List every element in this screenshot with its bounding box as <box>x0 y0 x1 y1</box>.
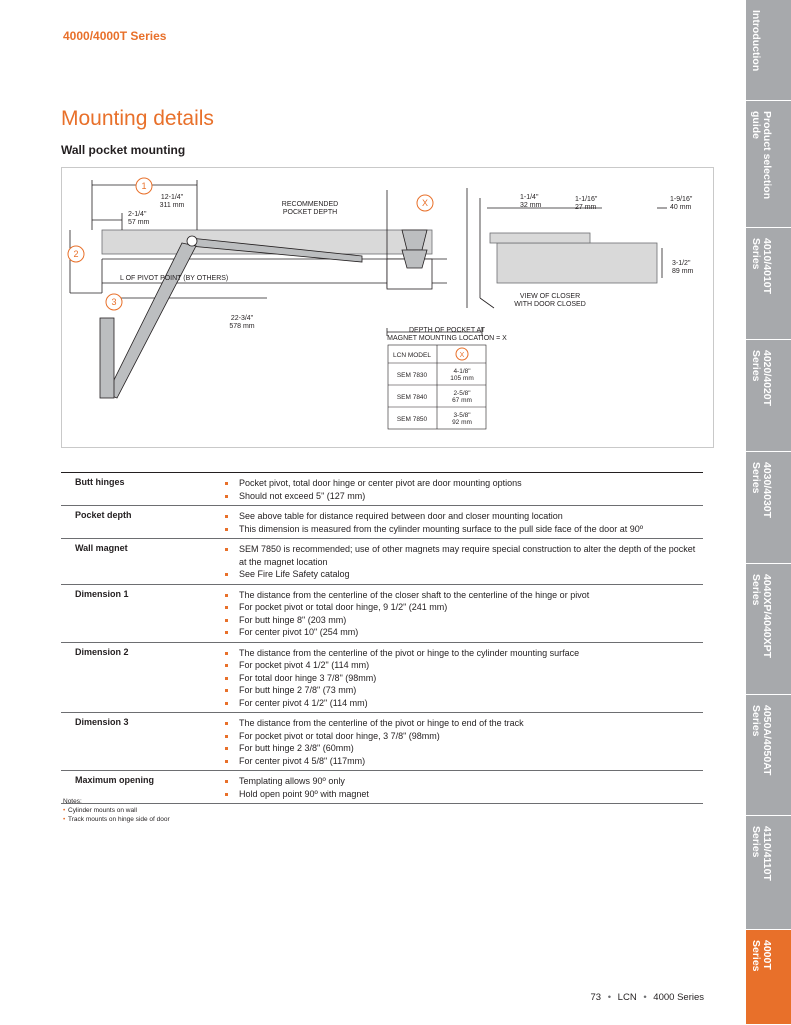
tab-4110-series[interactable] <box>746 816 791 930</box>
depth-label-line1: DEPTH OF POCKET AT <box>409 327 485 334</box>
spec-row <box>61 642 703 713</box>
footer-separator: • <box>607 992 612 1003</box>
spec-row <box>61 473 703 506</box>
depth-label-line2: MAGNET MOUNTING LOCATION = X <box>387 335 507 342</box>
footer-series: 4000 Series <box>653 992 704 1003</box>
spec-item: For butt hinge 8" (203 mm) <box>225 614 697 627</box>
spec-item: For center pivot 4 5/8" (117mm) <box>225 755 697 768</box>
tab-label: 4010/4010T Series <box>750 238 773 295</box>
tab-label: Introduction <box>750 10 762 72</box>
spec-items <box>225 473 703 506</box>
spec-item: For butt hinge 2 3/8" (60mm) <box>225 742 697 755</box>
dim-a-mm: 57 mm <box>128 219 150 226</box>
callout-1-text: 1 <box>141 181 147 191</box>
spec-label: Wall magnet <box>75 543 128 553</box>
dim-c-mm: 27 mm <box>575 204 597 211</box>
tab-4050a-series[interactable] <box>746 695 791 816</box>
tab-4000t-series[interactable] <box>746 930 791 1025</box>
spec-item: For pocket pivot 4 1/2" (114 mm) <box>225 659 697 672</box>
page-number: 73 <box>590 992 602 1003</box>
section-title: Wall pocket mounting <box>61 143 186 157</box>
notes-title: Notes: <box>63 798 82 805</box>
tab-4010-series[interactable] <box>746 228 791 340</box>
footer-brand: LCN <box>617 992 637 1003</box>
dim-e-mm: 89 mm <box>672 268 694 275</box>
footer-separator: • <box>643 992 647 1003</box>
magnet-row-in: 4-1/8" <box>453 368 471 375</box>
page-title: Mounting details <box>61 107 214 131</box>
dim1-in: 12-1/4" <box>160 194 184 201</box>
note-item: • Cylinder mounts on wall <box>63 806 170 815</box>
tab-introduction[interactable] <box>746 0 791 101</box>
spec-row <box>61 713 703 771</box>
dim-b-in: 1-1/4" <box>520 194 539 201</box>
spec-item: Templating allows 90º only <box>225 775 697 788</box>
spec-item: For pocket pivot or total door hinge, 3 7/8" (98mm) <box>225 730 697 743</box>
tab-label: 4040XP/4040XPT Series <box>750 574 773 659</box>
dim-c-in: 1-1/16" <box>575 196 598 203</box>
mounting-diagram-svg <box>62 168 713 447</box>
magnet-row-mm: 67 mm <box>452 397 472 404</box>
spec-items <box>225 713 703 771</box>
spec-label: Dimension 1 <box>75 588 129 599</box>
spec-item: For center pivot 10" (254 mm) <box>225 626 697 639</box>
spec-item: See above table for distance required between door and closer mounting location <box>225 510 697 523</box>
spec-item: The distance from the centerline of the pivot or hinge to the cylinder mounting surface <box>225 647 697 660</box>
spec-items <box>225 584 703 642</box>
spec-label: Butt hinges <box>75 477 125 487</box>
magnet-row-in: 2-5/8" <box>453 390 471 397</box>
spec-item: For pocket pivot or total door hinge, 9 1/2" (241 mm) <box>225 601 697 614</box>
spec-items <box>225 642 703 713</box>
mounting-diagram <box>61 167 714 448</box>
tab-4040xp-series[interactable] <box>746 564 791 695</box>
notes <box>63 797 170 824</box>
spec-items <box>225 771 703 804</box>
spec-items <box>225 539 703 585</box>
view-label-line2: WITH DOOR CLOSED <box>514 301 586 308</box>
spec-label: Dimension 2 <box>75 646 129 657</box>
callout-2-text: 2 <box>73 249 79 259</box>
note-item: • Track mounts on hinge side of door <box>63 815 170 824</box>
dim1-mm: 311 mm <box>159 202 185 209</box>
spec-item: The distance from the centerline of the pivot or hinge to end of the track <box>225 717 697 730</box>
tab-label: Product selection guide <box>750 111 773 200</box>
callout-x-text: X <box>421 198 429 208</box>
spec-item: Hold open point 90º with magnet <box>225 788 697 801</box>
tab-label: 4020/4020T Series <box>750 350 773 407</box>
tab-label: 4110/4110T Series <box>750 826 773 881</box>
pivot-point-label: L OF PIVOT POINT (BY OTHERS) <box>120 275 229 282</box>
magnet-table-header-model: LCN MODEL <box>393 352 431 359</box>
spec-item: Pocket pivot, total door hinge or center pivot are door mounting options <box>225 477 697 490</box>
spec-item: The distance from the centerline of the closer shaft to the centerline of the hinge or pivot <box>225 589 697 602</box>
spec-item: For butt hinge 2 7/8" (73 mm) <box>225 684 697 697</box>
magnet-row-model: SEM 7850 <box>396 416 428 423</box>
series-label: 4000/4000T Series <box>63 29 167 43</box>
view-label-line1: VIEW OF CLOSER <box>519 293 581 300</box>
tab-4020-series[interactable] <box>746 340 791 452</box>
tab-4030-series[interactable] <box>746 452 791 564</box>
magnet-table-header-x: X <box>459 352 465 359</box>
spec-table <box>61 472 703 804</box>
spec-item: See Fire Life Safety catalog <box>225 568 697 581</box>
tab-product-selection-guide[interactable] <box>746 101 791 228</box>
spec-item: SEM 7850 is recommended; use of other magnets may require special construction to alter the depth of the pocket at the magnet location <box>225 543 697 568</box>
dim-d-mm: 40 mm <box>670 204 692 211</box>
tab-label: 4030/4030T Series <box>750 462 773 519</box>
spec-label: Pocket depth <box>75 510 132 520</box>
spec-row <box>61 539 703 585</box>
page-footer <box>590 992 704 1003</box>
magnet-row-model: SEM 7840 <box>396 394 428 401</box>
spec-item: Should not exceed 5" (127 mm) <box>225 490 697 503</box>
dim-a-in: 2-1/4" <box>128 211 147 218</box>
spec-label: Maximum opening <box>75 775 155 785</box>
callout-3-text: 3 <box>111 297 117 307</box>
magnet-row-model: SEM 7830 <box>396 372 428 379</box>
magnet-row-mm: 92 mm <box>452 419 472 426</box>
magnet-row-in: 3-5/8" <box>453 412 471 419</box>
spec-row <box>61 506 703 539</box>
tab-label: 4000T Series <box>750 940 773 972</box>
section-tabs <box>746 0 791 1024</box>
dim-b-mm: 32 mm <box>520 202 542 209</box>
spec-item: This dimension is measured from the cylinder mounting surface to the pull side face of the door at 90º <box>225 523 697 536</box>
track-in: 22-3/4" <box>230 315 254 322</box>
spec-items <box>225 506 703 539</box>
track-mm: 578 mm <box>229 323 255 330</box>
pocket-depth-line2: POCKET DEPTH <box>282 209 338 216</box>
spec-row <box>61 584 703 642</box>
dim-e-in: 3-1/2" <box>672 260 691 267</box>
spec-item: For center pivot 4 1/2" (114 mm) <box>225 697 697 710</box>
tab-label: 4050A/4050AT Series <box>750 705 773 776</box>
dim-d-in: 1-9/16" <box>670 196 693 203</box>
spec-label: Dimension 3 <box>75 717 129 727</box>
pocket-depth-line1: RECOMMENDED <box>281 201 339 208</box>
spec-item: For total door hinge 3 7/8" (98mm) <box>225 672 697 685</box>
magnet-row-mm: 105 mm <box>450 375 474 382</box>
